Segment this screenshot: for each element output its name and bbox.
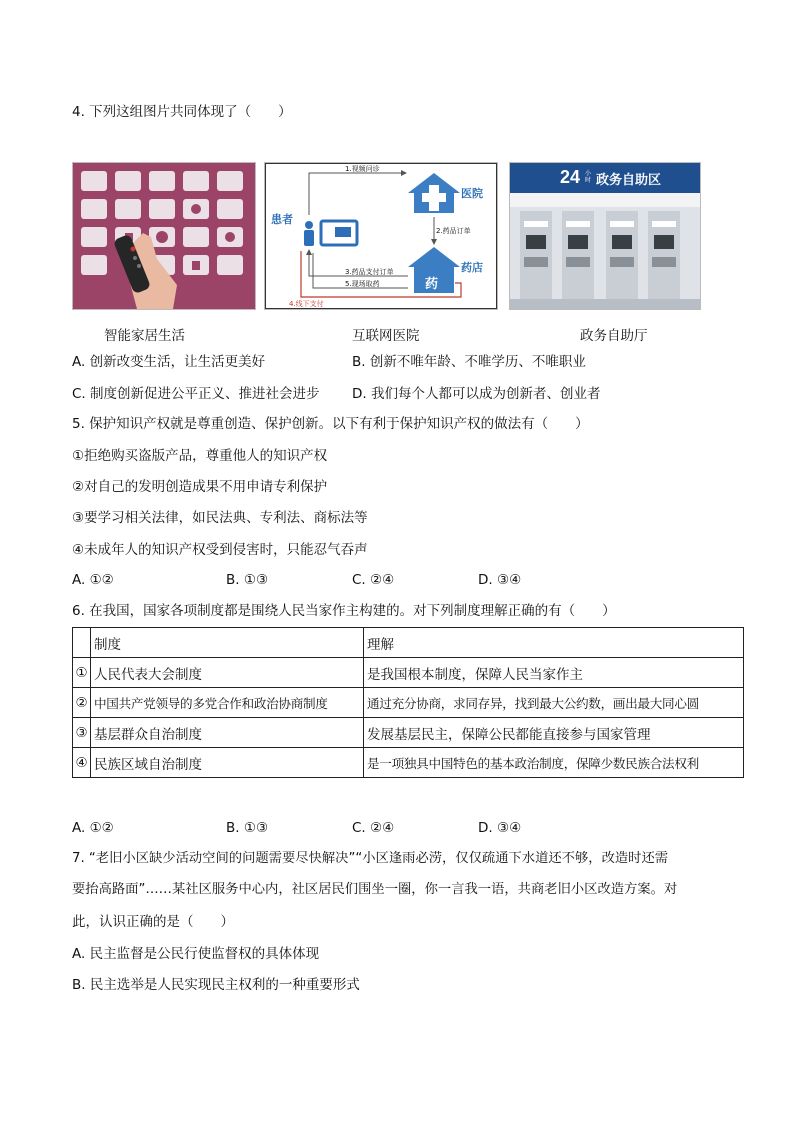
q5-item-2: ②对自己的发明创造成果不用申请专利保护	[72, 479, 328, 495]
table-header-row	[73, 628, 744, 658]
caption-smart-home: 智能家居生活	[104, 328, 185, 344]
table-row	[73, 658, 744, 688]
table-header-cell: 理解	[364, 628, 744, 658]
table-header-cell	[73, 628, 91, 658]
table-cell: ②	[73, 688, 91, 718]
pharmacy-label: 药店	[461, 261, 483, 274]
table-cell: ①	[73, 658, 91, 688]
smart-home-illustration	[73, 163, 255, 309]
patient-label: 患者	[271, 213, 293, 226]
q5-option-b[interactable]: B. ①③	[226, 572, 269, 588]
step-4-label: 4.线下支付	[289, 300, 324, 308]
question-7-stem-line-1: 7. “老旧小区缺少活动空间的问题需要尽快解决”“小区逢雨必涝，仅仅疏通下水道还不够，改造时还需	[72, 851, 669, 866]
question-5-stem: 5. 保护知识产权就是尊重创造、保护创新。以下有利于保护知识产权的做法有（ ）	[72, 416, 589, 432]
q5-item-4: ④未成年人的知识产权受到侵害时，只能忍气吞声	[72, 542, 368, 558]
step-2-label: 2.药品订单	[436, 227, 471, 235]
table-row	[73, 688, 744, 718]
caption-self-service-hall: 政务自助厅	[580, 328, 648, 344]
question-6-stem: 6. 在我国，国家各项制度都是围绕人民当家作主构建的。对下列制度理解正确的有（ ）	[72, 603, 616, 619]
table-cell: ④	[73, 748, 91, 778]
hospital-label: 医院	[461, 187, 483, 200]
q5-option-c[interactable]: C. ②④	[352, 572, 395, 588]
q7-option-b[interactable]: B. 民主选举是人民实现民主权利的一种重要形式	[72, 977, 360, 993]
table-cell: 是一项独具中国特色的基本政治制度，保障少数民族合法权利	[364, 748, 744, 778]
step-5-label: 5.现场取药	[345, 280, 380, 288]
q5-item-3: ③要学习相关法律，如民法典、专利法、商标法等	[72, 510, 368, 526]
table-cell: 基层群众自治制度	[91, 718, 364, 748]
table-cell: 通过充分协商，求同存异，找到最大公约数，画出最大同心圆	[364, 688, 744, 718]
q5-item-1: ①拒绝购买盗版产品，尊重他人的知识产权	[72, 448, 328, 464]
table-cell: 民族区域自治制度	[91, 748, 364, 778]
question-7-stem-line-3: 此，认识正确的是（ ）	[72, 914, 234, 930]
table-cell: ③	[73, 718, 91, 748]
internet-hospital-diagram	[264, 162, 498, 310]
table-header-cell: 制度	[91, 628, 364, 658]
question-4-stem: 4. 下列这组图片共同体现了（ ）	[72, 104, 292, 120]
q7-option-a[interactable]: A. 民主监督是公民行使监督权的具体体现	[72, 946, 320, 962]
q6-option-d[interactable]: D. ③④	[478, 820, 522, 836]
medicine-glyph: 药	[425, 277, 439, 292]
q6-option-a[interactable]: A. ①②	[72, 820, 114, 836]
q4-option-c[interactable]: C. 制度创新促进公平正义、推进社会进步	[72, 386, 320, 402]
hall-sign-text: 政务自助区	[596, 173, 662, 188]
hall-sign-small: 小时	[585, 170, 592, 184]
self-service-hall-picture	[509, 162, 701, 310]
table-cell: 中国共产党领导的多党合作和政治协商制度	[91, 688, 364, 718]
q6-option-b[interactable]: B. ①③	[226, 820, 269, 836]
table-row	[73, 748, 744, 778]
q5-option-a[interactable]: A. ①②	[72, 572, 114, 588]
q5-option-d[interactable]: D. ③④	[478, 572, 522, 588]
q4-option-d[interactable]: D. 我们每个人都可以成为创新者、创业者	[352, 386, 601, 402]
table-cell: 是我国根本制度，保障人民当家作主	[364, 658, 744, 688]
q4-option-a[interactable]: A. 创新改变生活，让生活更美好	[72, 354, 266, 370]
q6-option-c[interactable]: C. ②④	[352, 820, 395, 836]
table-cell: 人民代表大会制度	[91, 658, 364, 688]
hall-sign-number: 24	[560, 167, 581, 187]
question-7-stem-line-2: 要抬高路面”……某社区服务中心内，社区居民们围坐一圈，你一言我一语，共商老旧小区改造方案。对	[72, 882, 678, 897]
political-systems-table	[72, 627, 744, 778]
table-cell: 发展基层民主，保障公民都能直接参与国家管理	[364, 718, 744, 748]
table-row	[73, 718, 744, 748]
step-1-label: 1.视频问诊	[345, 165, 380, 173]
q4-option-b[interactable]: B. 创新不唯年龄、不唯学历、不唯职业	[352, 354, 586, 370]
caption-internet-hospital: 互联网医院	[352, 328, 420, 344]
step-3-label: 3.药品支付订单	[345, 268, 394, 276]
smart-home-picture	[72, 162, 256, 310]
